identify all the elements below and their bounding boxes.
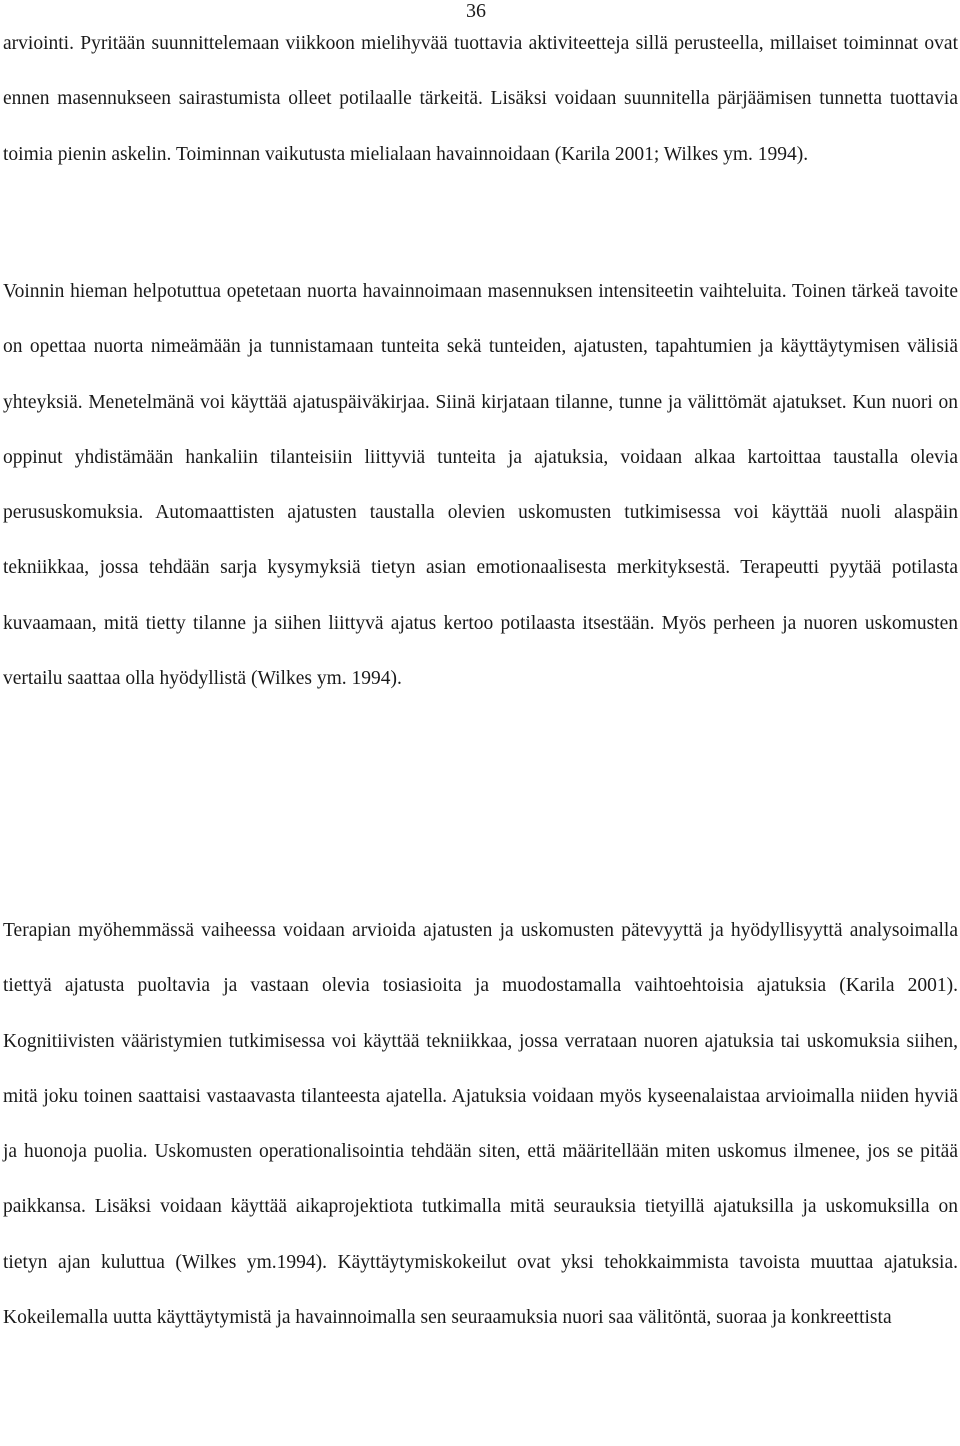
page-number: 36	[466, 0, 486, 22]
paragraph-mood-observation: Voinnin hieman helpotuttua opetetaan nuorta havainnoimaan masennuksen intensiteetin vaihteluita. Toinen tärkeä tavoite on opettaa nuorta nimeämään ja tunnistamaan tunteita sekä tunteiden, ajatusten, tapahtumien ja käyttäytymisen välisiä yhteyksiä. Menetelmänä voi käyttää ajatuspäiväkirjaa. Siinä kirjataan tilanne, tunne ja välittömät ajatukset. Kun nuori on oppinut yhdistämään hankaliin tilanteisiin liittyviä tunteita ja ajatuksia, voidaan alkaa kartoittaa taustalla olevia perususkomuksia. Automaattisten ajatusten taustalla olevien uskomusten tutkimisessa voi käyttää nuoli alaspäin tekniikkaa, jossa tehdään sarja kysymyksiä tietyn asian emotionaalisesta merkityksestä. Terapeutti pyytää potilasta kuvaamaan, mitä tietty tilanne ja siihen liittyvä ajatus kertoo potilaasta itsestään. Myös perheen ja nuoren uskomusten vertailu saattaa olla hyödyllistä (Wilkes ym. 1994).	[3, 281, 958, 690]
paragraph-activity-planning: arviointi. Pyritään suunnittelemaan viikkoon mielihyvää tuottavia aktiviteetteja sillä perusteella, millaiset toiminnat ovat ennen masennukseen sairastumista olleet potilaalle tärkeitä. Lisäksi voidaan suunnitella pärjäämisen tunnetta tuottavia toimia pienin askelin. Toiminnan vaikutusta mielialaan havainnoidaan (Karila 2001; Wilkes ym. 1994).	[3, 33, 958, 165]
paragraph-later-therapy-phase: Terapian myöhemmässä vaiheessa voidaan arvioida ajatusten ja uskomusten pätevyyttä ja hyödyllisyyttä analysoimalla tiettyä ajatusta puoltavia ja vastaan olevia tosiasioita ja muodostamalla vaihtoehtoisia ajatuksia (Karila 2001). Kognitiivisten vääristymien tutkimisessa voi käyttää tekniikkaa, jossa verrataan nuoren ajatuksia tai uskomuksia siihen, mitä joku toinen saattaisi vastaavasta tilanteesta ajatella. Ajatuksia voidaan myös kyseenalaistaa arvioimalla niiden hyviä ja huonoja puolia. Uskomusten operationalisointia tehdään siten, että määritellään miten uskomus ilmenee, jos se pitää paikkansa. Lisäksi voidaan käyttää aikaprojektiota tutkimalla mitä seurauksia tietyillä ajatuksilla ja uskomuksilla on tietyn ajan kuluttua (Wilkes ym.1994). Käyttäytymiskokeilut ovat yksi tehokkaimmista tavoista muuttaa ajatuksia. Kokeilemalla uutta käyttäytymistä ja havainnoimalla sen seuraamuksia nuori saa välitöntä, suoraa ja konkreettista	[3, 920, 958, 1329]
